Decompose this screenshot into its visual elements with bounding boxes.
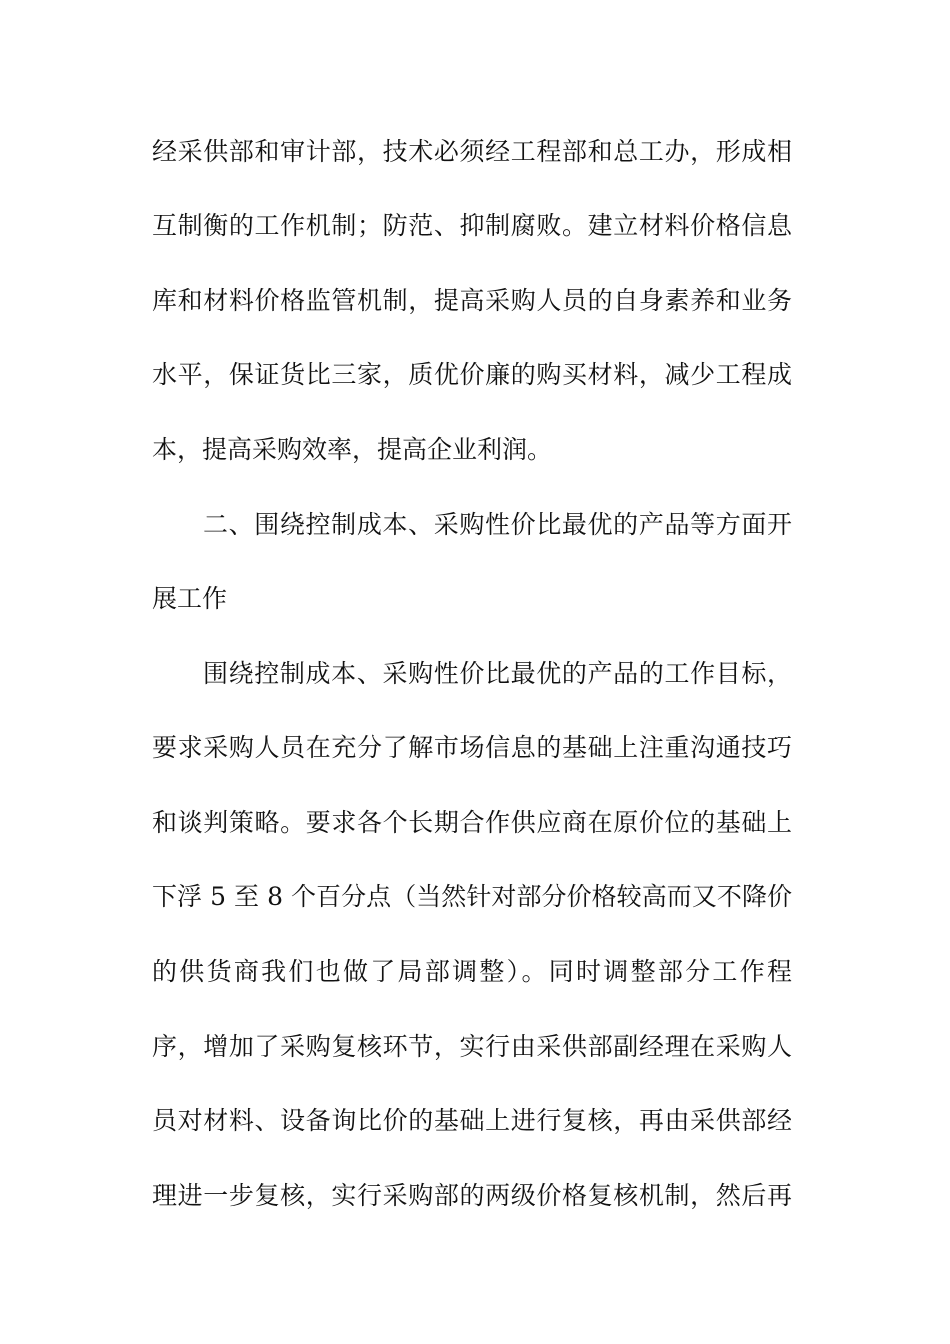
section-heading-line: 二、围绕控制成本、采购性价比最优的产品等方面开 xyxy=(203,510,792,539)
paragraph-line: 的供货商我们也做了局部调整）。同时调整部分工作程 xyxy=(152,957,792,986)
paragraph-line: 库和材料价格监管机制，提高采购人员的自身素养和业务 xyxy=(152,286,792,315)
paragraph-line: 围绕控制成本、采购性价比最优的产品的工作目标， xyxy=(203,659,792,688)
paragraph-line: 经采供部和审计部，技术必须经工程部和总工办，形成相 xyxy=(152,137,792,166)
paragraph-line: 互制衡的工作机制；防范、抑制腐败。建立材料价格信息 xyxy=(152,211,792,240)
paragraph-line: 和谈判策略。要求各个长期合作供应商在原价位的基础上 xyxy=(152,808,792,837)
paragraph-line: 水平，保证货比三家，质优价廉的购买材料，减少工程成 xyxy=(152,360,792,389)
paragraph-line: 要求采购人员在充分了解市场信息的基础上注重沟通技巧 xyxy=(152,733,792,762)
section-heading-line: 展工作 xyxy=(152,584,228,613)
paragraph-line: 员对材料、设备询比价的基础上进行复核，再由采供部经 xyxy=(152,1106,792,1135)
paragraph-line: 序，增加了采购复核环节，实行由采供部副经理在采购人 xyxy=(152,1032,792,1061)
paragraph-line: 本，提高采购效率，提高企业利润。 xyxy=(152,435,553,464)
paragraph-line: 理进一步复核，实行采购部的两级价格复核机制，然后再 xyxy=(152,1181,792,1210)
paragraph-line: 下浮 5 至 8 个百分点（当然针对部分价格较高而又不降价 xyxy=(152,882,792,911)
